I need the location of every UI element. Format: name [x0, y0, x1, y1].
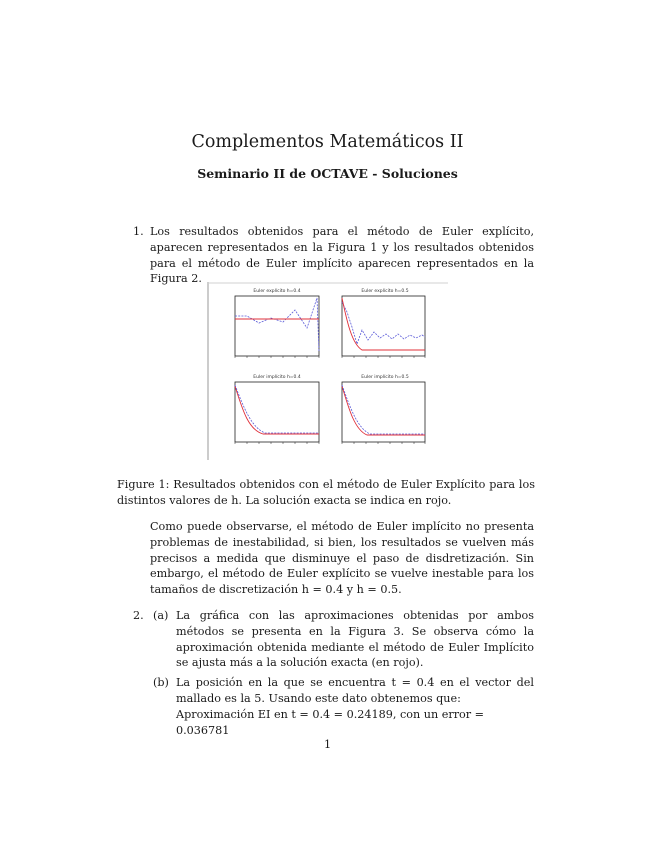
- panel-1-approx-line: [235, 298, 319, 352]
- panel-implicit-h04: [235, 373, 319, 444]
- panel-2-exact-line: [342, 298, 425, 350]
- panel-3-title: Euler implícito h=0.4: [253, 375, 301, 380]
- document-title: Complementos Matemáticos II: [191, 132, 464, 152]
- panel-2-approx-line: [342, 302, 425, 344]
- panel-3-exact-line: [235, 386, 319, 434]
- panel-4-exact-line: [342, 386, 425, 435]
- panel-3-approx-line: [235, 385, 319, 433]
- figure-1-caption-label: Figure 1:: [117, 478, 170, 491]
- item-2b-text: La posición en la que se encuentra t = 0.4 en el vector del mallado es la 5. Usando este dato obtenemos que:: [176, 676, 534, 705]
- figure-1-caption: [117, 477, 535, 509]
- panel-1-title: Euler explícito h=0.4: [253, 289, 301, 294]
- item-2b-label: (b): [153, 676, 169, 689]
- item-1-text: Los resultados obtenidos para el método de Euler explícito, aparecen representados en la Figura 1 y los resultados obtenidos para el método de Euler implícito aparecen representados en la Figura 2.: [150, 225, 534, 286]
- panel-explicit-h05: [342, 287, 425, 358]
- item-2b-result: Aproximación EI en t = 0.4 = 0.24189, con un error = 0.036781: [176, 708, 485, 737]
- document-subtitle: Seminario II de OCTAVE - Soluciones: [197, 166, 458, 181]
- panel-2-title: Euler explícito h=0.5: [361, 289, 409, 294]
- panel-explicit-h04: [235, 287, 319, 358]
- item-2a-label: (a): [153, 609, 169, 622]
- figure-1: [207, 282, 448, 460]
- panel-4-title: Euler implícito h=0.5: [361, 375, 409, 380]
- figure-1-plots: [207, 282, 448, 460]
- item-2a-text: La gráfica con las aproximaciones obtenidas por ambos métodos se presenta en la Figura 3. Se observa cómo la aproximación obtenida mediante el método de Euler Implícito se ajusta más a la solución exacta (en rojo).: [176, 609, 534, 670]
- item-1-number: 1.: [133, 225, 144, 238]
- panel-4-approx-line: [342, 385, 425, 434]
- page-number: 1: [323, 738, 332, 751]
- discussion-paragraph: Como puede observarse, el método de Euler implícito no presenta problemas de inestabilidad, si bien, los resultados se vuelven más precisos a medida que disminuye el paso de disdretización. Sin embargo, el método de Euler explícito se vuelve inestable para los tamaños de discretización h = 0.4 y h = 0.5.: [150, 520, 534, 597]
- figure-1-caption-text: Resultados obtenidos con el método de Euler Explícito para los distintos valores de h. La solución exacta se indica en rojo.: [117, 478, 535, 507]
- item-2-number: 2.: [133, 609, 144, 622]
- panel-implicit-h05: [342, 373, 425, 444]
